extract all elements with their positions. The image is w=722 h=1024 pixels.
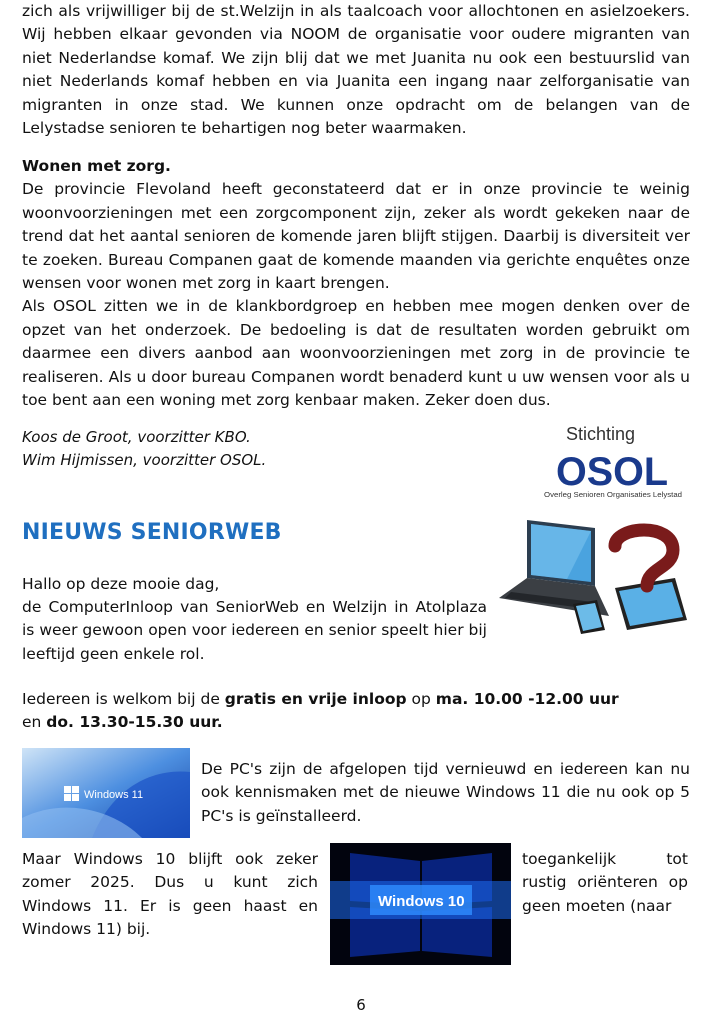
osol-logo-main: OSOL xyxy=(556,450,668,494)
seniorweb-paragraph-4-left: Maar Windows 10 blijft ook zeker zomer 2025. Dus u kunt zich Windows 11. Er is geen haast en Windows 11) bij. xyxy=(22,850,318,939)
p2-text-c: op xyxy=(406,690,436,708)
laptop-question-illustration xyxy=(497,512,695,642)
seniorweb-paragraph-3: De PC's zijn de afgelopen tijd vernieuwd en iedereen kan nu ook kennismaken met de nieuwe Windows 11 die nu ook op 5 PC's is geïnstalleerd. xyxy=(201,760,690,825)
p2-text-a: Iedereen is welkom bij de xyxy=(22,690,225,708)
seniorweb-greeting: Hallo op deze mooie dag, xyxy=(22,575,220,593)
signature-osol: Wim Hijmissen, voorzitter OSOL. xyxy=(22,451,267,469)
signatures xyxy=(22,426,266,472)
wonen-paragraph-1: De provincie Flevoland heeft geconstateerd dat er in onze provincie te weinig woonvoorzieningen met een zorgcomponent zijn, zeker als wordt gekeken naar de trend dat het aantal senioren de komende jaren blijft stijgen. Daarbij is diversiteit ver te zoeken. Bureau Companen gaat de komende maanden via gerichte enquêtes onze wensen voor wonen met zorg in kaart brengen. xyxy=(22,180,690,293)
seniorweb-paragraph-4-right: toegankelijk tot rustig oriënteren op geen moeten (naar xyxy=(522,850,688,915)
p2-monday-hours: ma. 10.00 -12.00 uur xyxy=(435,690,619,708)
seniorweb-paragraph-2 xyxy=(22,688,690,735)
wonen-heading: Wonen met zorg. xyxy=(22,157,171,175)
windows11-image xyxy=(22,748,190,838)
osol-logo-top: Stichting xyxy=(566,424,636,444)
signature-kbo: Koos de Groot, voorzitter KBO. xyxy=(22,428,251,446)
seniorweb-heading: NIEUWS SENIORWEB xyxy=(22,520,282,545)
wonen-section xyxy=(22,155,690,412)
wonen-paragraph-2: Als OSOL zitten we in de klankbordgroep en hebben mee mogen denken over de opzet van het onderzoek. De bedoeling is dat de resultaten worden gebruikt om daarmee een divers aanbod aan woonvoorzieningen met zorg in de provincie te realiseren. Als u door bureau Companen wordt benaderd kunt u uw wensen voor als u toe bent aan een woning met zorg kenbaar maken. Zeker doen dus. xyxy=(22,297,690,410)
osol-logo xyxy=(536,418,688,500)
intro-paragraph: zich als vrijwilliger bij de st.Welzijn in als taalcoach voor allochtonen en asielzoekers. Wij hebben elkaar gevonden via NOOM de organisatie voor oudere migranten van niet Nederlandse komaf. We zijn blij dat we met Juanita nu ook een bestuurslid van niet Nederlands komaf hebben en via Juanita een ingang naar zelforganisatie van migranten in onze stad. We kunnen onze opdracht om de belangen van de Lelystadse senioren te behartigen nog beter waarmaken. xyxy=(22,2,690,138)
page-number: 6 xyxy=(356,996,366,1014)
seniorweb-paragraph-1: de ComputerInloop van SeniorWeb en Welzijn in Atolplaza is weer gewoon open voor iedereen en senior speelt hier bij leeftijd geen enkele rol. xyxy=(22,598,487,663)
p2-text-e: en xyxy=(22,713,47,732)
windows11-label: Windows 11 xyxy=(84,789,144,801)
windows10-image xyxy=(330,843,511,965)
p2-thursday-hours: do. 13.30-15.30 uur. xyxy=(46,713,223,732)
osol-logo-sub: Overleg Senioren Organisaties Lelystad xyxy=(544,492,683,499)
windows10-label: Windows 10 xyxy=(378,893,465,910)
p2-free-walkin: gratis en vrije inloop xyxy=(224,690,407,708)
